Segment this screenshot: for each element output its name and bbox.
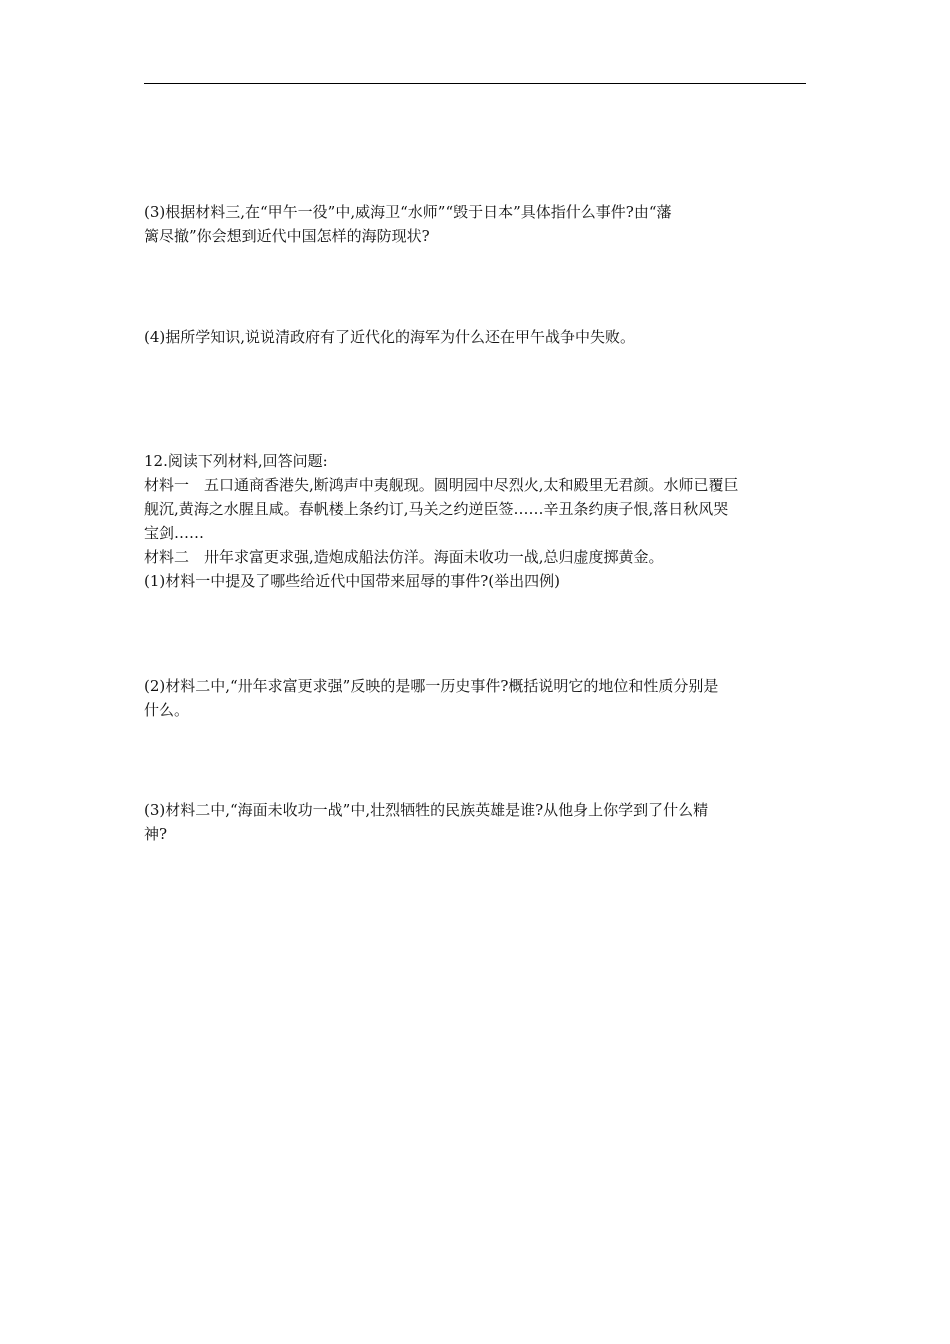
question-12-sub-2-line-2: 什么。 — [144, 701, 190, 719]
question-12-sub-2-line-1: (2)材料二中,“卅年求富更求强”反映的是哪一历史事件?概括说明它的地位和性质分别是 — [144, 677, 719, 695]
question-12-sub-1: (1)材料一中提及了哪些给近代中国带来屈辱的事件?(举出四例) — [144, 572, 560, 590]
question-12-sub-3-line-2: 神? — [144, 825, 168, 843]
question-11-3 — [144, 200, 808, 248]
material-1-line-2: 舰沉,黄海之水腥且咸。春帆楼上条约订,马关之约逆臣签……辛丑条约庚子恨,落日秋风哭 — [144, 500, 729, 518]
question-11-4 — [144, 325, 808, 349]
question-12-stem: 12.阅读下列材料,回答问题: — [144, 452, 328, 470]
material-2: 材料二 卅年求富更求强,造炮成船法仿洋。海面未收功一战,总归虚度掷黄金。 — [144, 548, 664, 566]
question-12-sub-2 — [144, 674, 808, 722]
question-12-sub-3-line-1: (3)材料二中,“海面未收功一战”中,壮烈牺牲的民族英雄是谁?从他身上你学到了什么精 — [144, 801, 709, 819]
material-1-line-3: 宝剑…… — [144, 524, 205, 542]
question-11-3-line-2: 篱尽撤”你会想到近代中国怎样的海防现状? — [144, 227, 430, 245]
question-11-3-line-1: (3)根据材料三,在“甲午一役”中,威海卫“水师”“毁于日本”具体指什么事件?由“藩 — [144, 203, 672, 221]
question-12-sub-3 — [144, 798, 808, 846]
question-12 — [144, 449, 808, 593]
material-1-line-1: 材料一 五口通商香港失,断鸿声中夷舰现。圆明园中尽烈火,太和殿里无君颜。水师已覆巨 — [144, 476, 739, 494]
header-rule — [144, 83, 806, 84]
question-11-4-text: (4)据所学知识,说说清政府有了近代化的海军为什么还在甲午战争中失败。 — [144, 328, 636, 346]
